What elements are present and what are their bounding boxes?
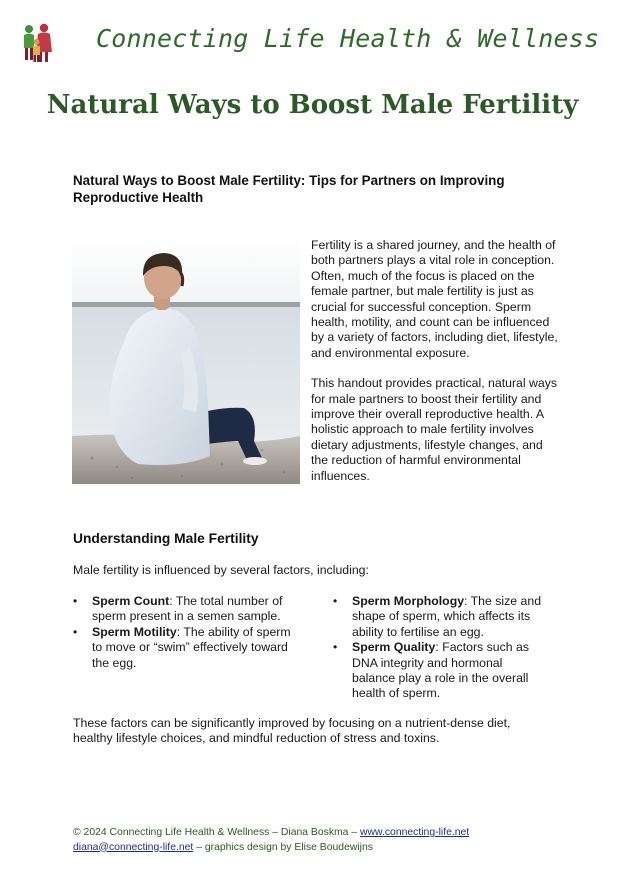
factors-list-right xyxy=(333,594,548,702)
man-sitting-on-beach-photo xyxy=(72,236,300,484)
bullet-icon: • xyxy=(333,594,338,608)
footer-line-1 xyxy=(73,826,469,841)
bullet-icon: • xyxy=(73,624,78,639)
email-link[interactable]: diana@connecting-life.net xyxy=(73,841,194,853)
section-lead: Male fertility is influenced by several factors, including: xyxy=(73,563,369,577)
factor-term: Sperm Motility xyxy=(92,624,177,639)
family-figures-logo-icon xyxy=(20,22,54,66)
closing-paragraph: These factors can be significantly improved by focusing on a nutrient-dense diet, healthy lifestyle choices, and mindful reduction of stress and toxins. xyxy=(73,716,511,746)
intro-paragraph-2: This handout provides practical, natural ways for male partners to boost their fertility and improve their overall reproductive health. A holistic approach to male fertility involves dietary adjustments, lifestyle changes, and the reduction of harmful environmental influences. xyxy=(311,376,558,483)
page-footer xyxy=(73,826,469,855)
bullet-icon: • xyxy=(73,594,78,608)
factor-desc: : The size and shape of sperm, which affects its ability to fertilise an egg. xyxy=(352,594,542,639)
article-subtitle: Natural Ways to Boost Male Fertility: Tips for Partners on Improving Reproductive Health xyxy=(73,173,505,205)
list-item xyxy=(333,594,548,640)
factors-list-left xyxy=(73,594,298,671)
list-item xyxy=(73,625,298,671)
list-item xyxy=(73,594,298,625)
list-item xyxy=(333,640,548,702)
factor-term: Sperm Count xyxy=(92,594,170,608)
factor-desc: : Factors such as DNA integrity and hormonal balance play a role in the overall health of sperm. xyxy=(352,640,530,701)
factor-desc: : The ability of sperm to move or “swim” effectively toward the egg. xyxy=(92,624,291,670)
website-link[interactable]: www.connecting-life.net xyxy=(360,827,470,838)
footer-copyright: © 2024 Connecting Life Health & Wellness – Diana Boskma – xyxy=(73,827,361,838)
intro-paragraph-1: Fertility is a shared journey, and the health of both partners plays a vital role in conception. Often, much of the focus is placed on the female partner, but male fertility is just as crucial for successful conception. Sperm health, motility, and count can be influenced by a variety of factors, including diet, lifestyle, and environmental exposure. xyxy=(311,238,558,360)
footer-line-2 xyxy=(73,841,469,856)
footer-credit: – graphics design by Elise Boudewijns xyxy=(193,841,373,853)
factor-desc: : The total number of sperm present in a semen sample. xyxy=(92,594,283,624)
factor-term: Sperm Morphology xyxy=(352,594,465,608)
brand-name: Connecting Life Health & Wellness xyxy=(96,24,600,53)
intro-text xyxy=(311,238,559,499)
factor-term: Sperm Quality xyxy=(352,640,436,655)
page-title: Natural Ways to Boost Male Fertility xyxy=(46,90,579,120)
section-heading: Understanding Male Fertility xyxy=(73,531,259,546)
bullet-icon: • xyxy=(333,640,338,655)
